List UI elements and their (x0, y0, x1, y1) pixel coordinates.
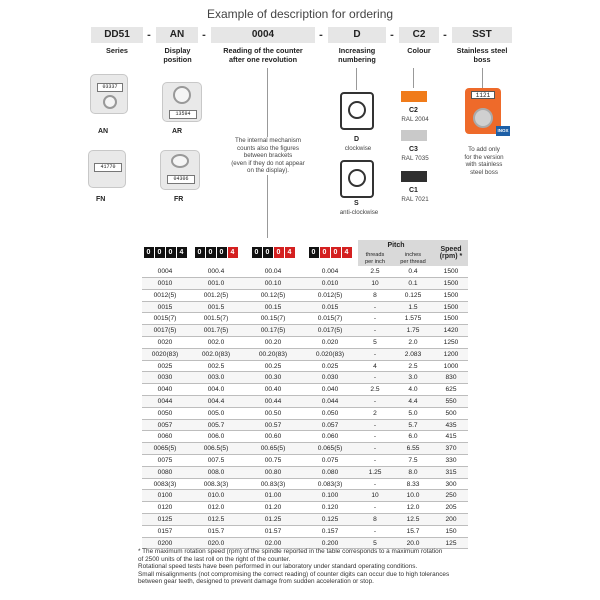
table-cell: 0.060 (321, 433, 339, 441)
table-cell: 7.5 (408, 456, 418, 464)
table-cell: 015.7 (207, 527, 225, 535)
table-cell: 10 (371, 279, 379, 287)
table-cell: 02.00 (264, 539, 282, 547)
table-cell: 00.17(5) (260, 327, 286, 335)
numbering-desc-d: clockwise (344, 145, 372, 152)
table-cell: 01.25 (264, 515, 282, 523)
table-cell: 1000 (443, 362, 459, 370)
colour-ral-c1: RAL 7021 (401, 196, 429, 203)
table-cell: 200 (445, 515, 457, 523)
table-row (142, 278, 468, 290)
table-cell: 1250 (443, 338, 459, 346)
label-display: Display position (163, 46, 192, 64)
footnote-line: of 2500 units of the last roll on the right of the counter. (138, 555, 291, 563)
code-colour: C2 (399, 27, 439, 43)
code-dash: - (319, 29, 323, 41)
table-cell: 0.020(83) (315, 350, 345, 358)
table-cell: - (373, 445, 377, 453)
table-cell: 012.0 (207, 504, 225, 512)
counter-header-4 (302, 240, 358, 266)
table-cell: 0057 (157, 421, 173, 429)
table-cell: 12.0 (406, 504, 420, 512)
table-cell: 01.57 (264, 527, 282, 535)
code-display: AN (156, 27, 198, 43)
table-row (142, 443, 468, 455)
table-row (142, 431, 468, 443)
table-cell: 415 (445, 433, 457, 441)
table-cell: 1420 (443, 327, 459, 335)
table-cell: 2.083 (404, 350, 422, 358)
table-row (142, 360, 468, 372)
table-cell: 00.44 (264, 397, 282, 405)
table-cell: 3.0 (408, 374, 418, 382)
table-cell: 00.20(83) (258, 350, 288, 358)
table-cell: 500 (445, 409, 457, 417)
table-cell: 00.04 (264, 267, 282, 275)
device-an (90, 74, 128, 114)
counter-digit: 0 (195, 247, 205, 258)
table-cell: 0.020 (321, 338, 339, 346)
display-code-ar: AR (172, 128, 183, 135)
table-cell: 20.0 (406, 539, 420, 547)
stainless-note: To add only for the version with stainless steel boss (464, 146, 504, 176)
table-cell: 002.0 (207, 338, 225, 346)
table-cell: 0.080 (321, 468, 339, 476)
table-cell: 4 (373, 362, 377, 370)
table-cell: 00.25 (264, 362, 282, 370)
table-cell: 01.20 (264, 504, 282, 512)
table-cell: 0030 (157, 374, 173, 382)
clockwise-device (340, 92, 374, 130)
numbering-desc-s: anti-clockwise (339, 209, 379, 216)
table-row (142, 525, 468, 537)
table-cell: 0010 (157, 279, 173, 287)
counter-header-3 (244, 240, 302, 266)
table-cell: 00.65(5) (260, 445, 286, 453)
counter-digit: 0 (155, 247, 165, 258)
table-cell: 0.015 (321, 303, 339, 311)
code-dash: - (202, 29, 206, 41)
device-window: 1121 (471, 91, 495, 99)
label-series: Series (106, 46, 128, 55)
table-cell: 150 (445, 527, 457, 535)
table-cell: 00.83(3) (260, 480, 286, 488)
inox-badge: INOX (496, 126, 510, 136)
table-cell: 004.0 (207, 386, 225, 394)
table-row (142, 337, 468, 349)
table-cell: 0.125 (321, 515, 339, 523)
table-cell: 1.575 (404, 315, 422, 323)
counter-digit: 4 (285, 247, 295, 258)
table-cell: 2.5 (370, 386, 380, 394)
table-cell: 8.0 (408, 468, 418, 476)
table-cell: 330 (445, 456, 457, 464)
device-window: 13594 (169, 110, 197, 119)
table-cell: 5 (373, 539, 377, 547)
colour-connector-line (413, 68, 414, 88)
table-cell: 0.057 (321, 421, 339, 429)
table-row (142, 266, 468, 278)
table-cell: 020.0 (207, 539, 225, 547)
table-cell: 0125 (157, 515, 173, 523)
table-row (142, 514, 468, 526)
counter-digit: 0 (252, 247, 262, 258)
table-cell: 1.25 (368, 468, 382, 476)
device-boss (103, 95, 117, 109)
table-row (142, 466, 468, 478)
table-cell: - (373, 327, 377, 335)
table-cell: 0.083(3) (317, 480, 343, 488)
table-cell: - (373, 303, 377, 311)
display-code-an: AN (98, 128, 109, 135)
table-cell: 0015(7) (153, 315, 177, 323)
table-cell: 00.75 (264, 456, 282, 464)
table-cell: 5.0 (408, 409, 418, 417)
colour-ral-c2: RAL 2004 (401, 116, 429, 123)
table-cell: 0015 (157, 303, 173, 311)
table-cell: 435 (445, 421, 457, 429)
counter-digit: 0 (320, 247, 330, 258)
anticlockwise-device (340, 160, 374, 198)
table-cell: 01.00 (264, 492, 282, 500)
counter-header-1 (142, 240, 188, 266)
code-stainless: SST (452, 27, 512, 43)
label-reading: Reading of the counter after one revolution (223, 46, 303, 64)
table-cell: 2.5 (408, 362, 418, 370)
table-cell: 8 (373, 515, 377, 523)
colour-ral-c3: RAL 7035 (401, 155, 429, 162)
table-row (142, 478, 468, 490)
table-cell: 0017(5) (153, 327, 177, 335)
swatch-c2 (401, 91, 427, 102)
table-cell: 370 (445, 445, 457, 453)
counter-header-2 (188, 240, 244, 266)
pitch-header: Pitch (358, 240, 434, 252)
table-cell: 0012(5) (153, 291, 177, 299)
table-cell: 012.5 (207, 515, 225, 523)
table-cell: 6.0 (408, 433, 418, 441)
table-cell: 0050 (157, 409, 173, 417)
table-cell: 0060 (157, 433, 173, 441)
colour-code-c3: C3 (409, 146, 418, 153)
colour-code-c2: C2 (409, 107, 418, 114)
table-cell: - (373, 421, 377, 429)
table-cell: 125 (445, 539, 457, 547)
device-window: 04306 (167, 175, 195, 184)
inches-header: inches per thread (392, 252, 434, 266)
table-cell: 004.4 (207, 397, 225, 405)
table-cell: 00.15(7) (260, 315, 286, 323)
label-colour: Colour (407, 46, 431, 55)
table-cell: 0.125 (404, 291, 422, 299)
table-cell: 0025 (157, 362, 173, 370)
table-cell: - (373, 315, 377, 323)
code-dash: - (390, 29, 394, 41)
swatch-c3 (401, 130, 427, 141)
table-cell: 5.7 (408, 421, 418, 429)
table-cell: 002.0(83) (201, 350, 231, 358)
table-cell: 00.15 (264, 303, 282, 311)
table-cell: 0.010 (321, 279, 339, 287)
table-row (142, 384, 468, 396)
table-cell: - (373, 456, 377, 464)
table-cell: 10.0 (406, 492, 420, 500)
counter-digit: 0 (331, 247, 341, 258)
table-cell: 010.0 (207, 492, 225, 500)
table-cell: 0.1 (408, 279, 418, 287)
table-cell: 0080 (157, 468, 173, 476)
table-cell: 00.12(5) (260, 291, 286, 299)
table-row (142, 419, 468, 431)
display-code-fr: FR (174, 196, 184, 203)
table-cell: 0065(5) (153, 445, 177, 453)
table-cell: 1500 (443, 291, 459, 299)
table-cell: - (373, 480, 377, 488)
table-cell: - (373, 433, 377, 441)
table-cell: 1.5 (408, 303, 418, 311)
table-cell: 250 (445, 492, 457, 500)
table-cell: 2.0 (408, 338, 418, 346)
counter-digit: 4 (342, 247, 352, 258)
code-numbering: D (328, 27, 386, 43)
page-title: Example of description for ordering (206, 7, 394, 21)
threads-header: threads per inch (358, 252, 392, 266)
table-cell: 2 (373, 409, 377, 417)
table-cell: 001.7(5) (203, 327, 229, 335)
table-row (142, 348, 468, 360)
table-row (142, 396, 468, 408)
table-cell: 1200 (443, 350, 459, 358)
table-cell: 001.5 (207, 303, 225, 311)
table-cell: 1500 (443, 279, 459, 287)
table-cell: 000.4 (207, 267, 225, 275)
table-cell: 0157 (157, 527, 173, 535)
table-cell: - (373, 397, 377, 405)
table-cell: 0.030 (321, 374, 339, 382)
counter-digit: 0 (309, 247, 319, 258)
table-cell: 8 (373, 291, 377, 299)
anticlockwise-arrow-icon (348, 169, 366, 187)
table-cell: 0004 (157, 267, 173, 275)
table-row (142, 455, 468, 467)
table-cell: 0.025 (321, 362, 339, 370)
table-cell: 00.57 (264, 421, 282, 429)
table-cell: 00.20 (264, 338, 282, 346)
table-cell: 001.2(5) (203, 291, 229, 299)
table-cell: 10 (371, 492, 379, 500)
counter-digit: 0 (263, 247, 273, 258)
stainless-boss (473, 108, 493, 128)
code-reading: 0004 (211, 27, 315, 43)
footnote-line: Rotational speed tests have been performed in our laboratory under standard operating conditions. (138, 563, 418, 571)
table-cell: 2.5 (370, 267, 380, 275)
counter-digit: 0 (144, 247, 154, 258)
table-cell: 1500 (443, 315, 459, 323)
table-cell: 1.75 (406, 327, 420, 335)
table-cell: 15.7 (406, 527, 420, 535)
table-cell: 625 (445, 386, 457, 394)
device-boss (173, 86, 191, 104)
table-cell: 0083(3) (153, 480, 177, 488)
device-ar (162, 82, 202, 122)
table-cell: 003.0 (207, 374, 225, 382)
numbering-connector-line (356, 68, 357, 90)
label-stainless: Stainless steel boss (456, 46, 508, 64)
table-cell: 0.012(5) (317, 291, 343, 299)
table-cell: 005.0 (207, 409, 225, 417)
counter-digit: 0 (274, 247, 284, 258)
table-cell: 0.044 (321, 397, 339, 405)
footnote-line: Small misalignments (not compromising the correct reading) of counter digits can occur due to high tolerances (138, 570, 450, 578)
table-cell: 205 (445, 504, 457, 512)
device-window: 41770 (94, 163, 122, 172)
table-cell: 0200 (157, 539, 173, 547)
table-cell: 00.80 (264, 468, 282, 476)
table-cell: 00.50 (264, 409, 282, 417)
table-cell: 006.0 (207, 433, 225, 441)
counter-digit: 0 (217, 247, 227, 258)
table-cell: 0.200 (321, 539, 339, 547)
table-cell: 300 (445, 480, 457, 488)
table-cell: 00.40 (264, 386, 282, 394)
clockwise-arrow-icon (348, 101, 366, 119)
table-cell: 00.30 (264, 374, 282, 382)
table-row (142, 407, 468, 419)
table-cell: 1500 (443, 303, 459, 311)
device-window: 03337 (97, 83, 123, 92)
counter-digit: 4 (228, 247, 238, 258)
table-cell: 001.0 (207, 279, 225, 287)
table-row (142, 301, 468, 313)
table-cell: 0.157 (321, 527, 339, 535)
table-cell: 002.5 (207, 362, 225, 370)
table-cell: - (373, 527, 377, 535)
table-cell: 0020(83) (151, 350, 179, 358)
footnote-line: * The maximum rotation speed (rpm) of the spindle reported in the table corresponds to a maximum rotation (138, 548, 443, 555)
table-row (142, 372, 468, 384)
footnote (138, 548, 468, 586)
table-cell: 0.015(7) (317, 315, 343, 323)
table-row (142, 325, 468, 337)
counter-digit: 0 (206, 247, 216, 258)
table-cell: 0.004 (321, 267, 339, 275)
swatch-c1 (401, 171, 427, 182)
table-cell: 0.017(5) (317, 327, 343, 335)
table-cell: 0.050 (321, 409, 339, 417)
numbering-code-s: S (354, 200, 359, 207)
table-cell: 830 (445, 374, 457, 382)
table-cell: 0100 (157, 492, 173, 500)
table-cell: 4.4 (408, 397, 418, 405)
display-code-fn: FN (96, 196, 106, 203)
table-row (142, 289, 468, 301)
table-row (142, 502, 468, 514)
table-cell: 0.4 (408, 267, 418, 275)
code-dash: - (147, 29, 151, 41)
table-cell: 550 (445, 397, 457, 405)
table-cell: 0020 (157, 338, 173, 346)
speed-header: Speed (rpm) * (434, 240, 468, 266)
table-cell: 12.5 (406, 515, 420, 523)
device-boss (171, 154, 189, 168)
table-cell: - (373, 374, 377, 382)
table-cell: 5 (373, 338, 377, 346)
colour-code-c1: C1 (409, 187, 418, 194)
table-cell: 0.075 (321, 456, 339, 464)
table-cell: 0120 (157, 504, 173, 512)
device-fr (160, 150, 200, 190)
table-cell: 4.0 (408, 386, 418, 394)
mechanism-note: The internal mechanism counts also the figures between brackets (even if they do not appear on the display). (226, 137, 310, 175)
code-series: DD51 (91, 27, 143, 43)
table-cell: 0040 (157, 386, 173, 394)
table-cell: 007.5 (207, 456, 225, 464)
footnote-line: between gear teeth, designed to prevent damage from sudden acceleration or stop. (138, 578, 374, 586)
counter-digit: 4 (177, 247, 187, 258)
table-cell: 1500 (443, 267, 459, 275)
table-cell: - (373, 350, 377, 358)
table-cell: 0.100 (321, 492, 339, 500)
table-row (142, 313, 468, 325)
table-cell: 00.60 (264, 433, 282, 441)
table-cell: 0075 (157, 456, 173, 464)
table-cell: 0044 (157, 397, 173, 405)
table-cell: 0.040 (321, 386, 339, 394)
table-cell: 008.3(3) (203, 480, 229, 488)
stainless-connector-line (482, 68, 483, 88)
label-numbering: Increasing numbering (338, 46, 376, 64)
table-cell: 8.33 (406, 480, 420, 488)
reading-table (142, 240, 468, 549)
table-row (142, 490, 468, 502)
table-cell: - (373, 504, 377, 512)
numbering-code-d: D (354, 136, 360, 143)
table-cell: 0.120 (321, 504, 339, 512)
table-cell: 0.065(5) (317, 445, 343, 453)
device-fn (88, 150, 126, 188)
table-cell: 006.5(5) (203, 445, 229, 453)
table-cell: 6.55 (406, 445, 420, 453)
table-cell: 315 (445, 468, 457, 476)
table-cell: 005.7 (207, 421, 225, 429)
code-dash: - (443, 29, 447, 41)
counter-digit: 0 (166, 247, 176, 258)
table-cell: 001.5(7) (203, 315, 229, 323)
table-cell: 00.10 (264, 279, 282, 287)
table-cell: 008.0 (207, 468, 225, 476)
